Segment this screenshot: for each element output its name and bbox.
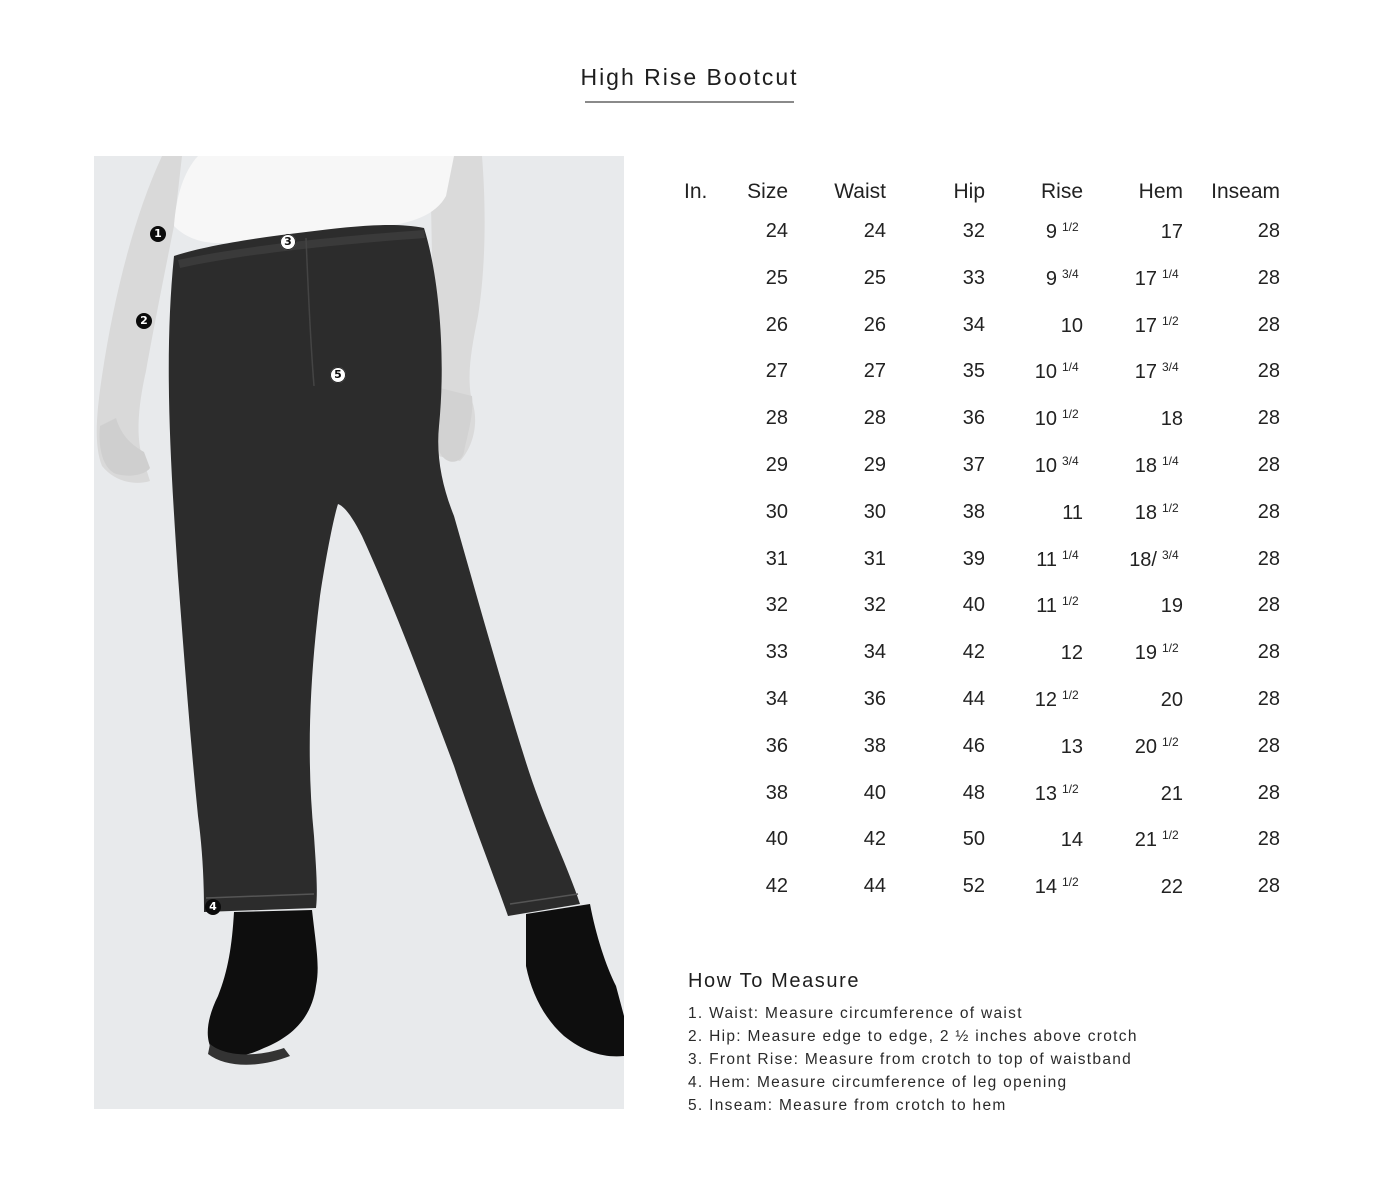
table-row	[684, 688, 1280, 735]
cell-hem-value: 17	[1160, 221, 1183, 243]
cell-hip-value: 34	[962, 313, 985, 336]
row-spacer	[684, 267, 724, 314]
cell-hem	[1083, 407, 1183, 454]
instruction-front-rise: 3. Front Rise: Measure from crotch to top of waistband	[688, 1051, 1133, 1068]
cell-size	[724, 407, 788, 454]
header-size: Size	[747, 180, 788, 203]
cell-hip	[886, 267, 985, 314]
cell-inseam	[1183, 407, 1280, 454]
cell-size	[724, 688, 788, 735]
table-row	[684, 782, 1280, 829]
header-inseam: Inseam	[1211, 180, 1280, 203]
cell-size-value: 32	[765, 594, 788, 617]
cell-rise	[985, 407, 1083, 454]
row-spacer	[684, 688, 724, 735]
row-spacer	[684, 454, 724, 501]
cell-size	[724, 875, 788, 922]
cell-waist-value: 29	[863, 453, 886, 476]
cell-size-value: 34	[765, 687, 788, 710]
cell-rise	[985, 548, 1083, 595]
cell-size-value: 27	[765, 360, 788, 383]
cell-rise-fraction: 3/4	[1062, 453, 1079, 468]
cell-inseam	[1183, 501, 1280, 548]
cell-hip-value: 39	[962, 547, 985, 570]
cell-hem-value: 21	[1134, 829, 1157, 852]
cell-hem-value: 20	[1134, 735, 1157, 758]
cell-inseam	[1183, 688, 1280, 735]
cell-inseam	[1183, 548, 1280, 595]
cell-hem	[1083, 220, 1183, 267]
cell-waist	[788, 501, 886, 548]
cell-inseam-value: 28	[1257, 313, 1280, 336]
cell-hem-fraction: 1/4	[1162, 453, 1179, 468]
table-row	[684, 454, 1280, 501]
cell-rise-value: 13	[1034, 782, 1057, 805]
cell-size	[724, 454, 788, 501]
cell-hem-value: 22	[1160, 876, 1183, 899]
cell-size-value: 26	[765, 313, 788, 336]
cell-hip-value: 38	[962, 500, 985, 523]
cell-inseam-value: 28	[1257, 547, 1280, 570]
table-row	[684, 641, 1280, 688]
cell-size	[724, 267, 788, 314]
cell-waist	[788, 454, 886, 501]
table-header-row	[684, 180, 1280, 220]
cell-size	[724, 735, 788, 782]
cell-inseam-value: 28	[1257, 407, 1280, 430]
cell-rise	[985, 501, 1083, 548]
cell-rise	[985, 641, 1083, 688]
cell-inseam-value: 28	[1257, 266, 1280, 289]
cell-waist-value: 32	[863, 594, 886, 617]
title-underline	[585, 101, 794, 103]
cell-rise	[985, 594, 1083, 641]
cell-size-value: 25	[765, 266, 788, 289]
cell-waist-value: 36	[863, 687, 886, 710]
cell-size	[724, 548, 788, 595]
table-row	[684, 501, 1280, 548]
cell-hip	[886, 782, 985, 829]
table-row	[684, 360, 1280, 407]
cell-hem-value: 18	[1134, 501, 1157, 524]
cell-hem-value: 18	[1160, 408, 1183, 431]
cell-hip-value: 46	[962, 734, 985, 757]
unit-label: In.	[684, 180, 708, 203]
row-spacer	[684, 501, 724, 548]
cell-hem	[1083, 641, 1183, 688]
cell-hem	[1083, 501, 1183, 548]
cell-inseam	[1183, 220, 1280, 267]
cell-hem-value: 19	[1160, 595, 1183, 618]
cell-hip	[886, 314, 985, 361]
cell-size-value: 38	[765, 781, 788, 804]
cell-rise	[985, 782, 1083, 829]
header-hip: Hip	[953, 180, 985, 203]
cell-hem-value: 17	[1134, 267, 1157, 290]
cell-size-value: 36	[765, 734, 788, 757]
instruction-inseam: 5. Inseam: Measure from crotch to hem	[688, 1097, 1007, 1114]
cell-hem-fraction: 1/2	[1162, 734, 1179, 749]
how-to-measure-list	[688, 1002, 1138, 1117]
table-row	[684, 828, 1280, 875]
cell-size	[724, 220, 788, 267]
cell-hem-value: 17	[1134, 361, 1157, 384]
instruction-waist: 1. Waist: Measure circumference of waist	[688, 1005, 1023, 1022]
cell-hip-value: 44	[962, 687, 985, 710]
cell-inseam	[1183, 360, 1280, 407]
cell-hem	[1083, 735, 1183, 782]
cell-hip	[886, 875, 985, 922]
cell-rise	[985, 875, 1083, 922]
cell-waist-value: 34	[863, 641, 886, 664]
cell-waist	[788, 267, 886, 314]
cell-inseam-value: 28	[1257, 220, 1280, 242]
cell-hem-value: 17	[1134, 314, 1157, 337]
cell-waist-value: 38	[863, 734, 886, 757]
cell-inseam	[1183, 267, 1280, 314]
cell-hem-value: 21	[1160, 782, 1183, 805]
cell-rise-value: 12	[1060, 642, 1083, 665]
measure-marker-1: 1	[150, 226, 166, 242]
cell-size-value: 42	[765, 875, 788, 898]
how-to-measure	[688, 970, 1138, 1117]
cell-waist-value: 28	[863, 407, 886, 430]
cell-hip	[886, 407, 985, 454]
cell-inseam-value: 28	[1257, 360, 1280, 383]
cell-hip	[886, 360, 985, 407]
cell-hem	[1083, 688, 1183, 735]
cell-hem	[1083, 548, 1183, 595]
table-row	[684, 267, 1280, 314]
cell-waist	[788, 688, 886, 735]
cell-size	[724, 360, 788, 407]
cell-size	[724, 594, 788, 641]
cell-inseam-value: 28	[1257, 781, 1280, 804]
measure-marker-4: 4	[205, 899, 221, 915]
cell-hip-value: 52	[962, 875, 985, 898]
cell-waist	[788, 594, 886, 641]
cell-inseam-value: 28	[1257, 687, 1280, 710]
cell-hem-fraction: 3/4	[1162, 547, 1179, 562]
measure-marker-5: 5	[330, 367, 346, 383]
row-spacer	[684, 782, 724, 829]
size-chart-table	[684, 180, 1280, 922]
cell-size-value: 30	[765, 500, 788, 523]
cell-rise	[985, 735, 1083, 782]
cell-waist	[788, 735, 886, 782]
cell-hem	[1083, 267, 1183, 314]
cell-waist	[788, 641, 886, 688]
cell-rise-value: 10	[1034, 408, 1057, 431]
cell-rise-value: 10	[1060, 314, 1083, 337]
cell-rise	[985, 267, 1083, 314]
cell-rise-fraction: 1/2	[1062, 220, 1079, 234]
table-row	[684, 220, 1280, 267]
cell-rise-value: 13	[1060, 735, 1083, 758]
cell-rise-value: 14	[1034, 876, 1057, 899]
cell-hem-value: 20	[1160, 688, 1183, 711]
cell-waist-value: 24	[863, 220, 886, 242]
row-spacer	[684, 735, 724, 782]
cell-size	[724, 641, 788, 688]
table-row	[684, 314, 1280, 361]
cell-rise	[985, 220, 1083, 267]
cell-rise-value: 9	[1045, 267, 1057, 290]
cell-hip-value: 33	[962, 266, 985, 289]
measure-marker-3: 3	[280, 234, 296, 250]
cell-size	[724, 828, 788, 875]
cell-inseam-value: 28	[1257, 500, 1280, 523]
cell-hem-fraction: 1/4	[1162, 266, 1179, 281]
cell-waist	[788, 782, 886, 829]
cell-size	[724, 314, 788, 361]
cell-waist	[788, 548, 886, 595]
cell-rise-value: 10	[1034, 454, 1057, 477]
cell-rise-value: 10	[1034, 361, 1057, 384]
header-waist: Waist	[834, 180, 886, 203]
cell-rise-fraction: 1/4	[1062, 547, 1079, 562]
cell-waist-value: 40	[863, 781, 886, 804]
cell-hip	[886, 641, 985, 688]
model-illustration	[94, 156, 624, 1109]
cell-hip-value: 36	[962, 407, 985, 430]
cell-inseam	[1183, 594, 1280, 641]
cell-hip	[886, 220, 985, 267]
table-row	[684, 735, 1280, 782]
page-title: High Rise Bootcut	[580, 64, 799, 90]
cell-inseam-value: 28	[1257, 453, 1280, 476]
cell-hip-value: 50	[962, 828, 985, 851]
row-spacer	[684, 314, 724, 361]
cell-rise-value: 11	[1036, 595, 1057, 618]
cell-size-value: 31	[765, 547, 788, 570]
cell-rise-fraction: 1/4	[1062, 360, 1079, 375]
cell-waist-value: 42	[863, 828, 886, 851]
cell-size-value: 28	[765, 407, 788, 430]
table-row	[684, 594, 1280, 641]
cell-inseam	[1183, 875, 1280, 922]
cell-rise-fraction: 1/2	[1062, 407, 1079, 422]
cell-waist	[788, 828, 886, 875]
row-spacer	[684, 594, 724, 641]
cell-waist-value: 27	[863, 360, 886, 383]
cell-rise-value: 9	[1045, 221, 1057, 243]
cell-hem	[1083, 875, 1183, 922]
cell-inseam	[1183, 828, 1280, 875]
cell-hip	[886, 828, 985, 875]
cell-hem	[1083, 454, 1183, 501]
cell-hip-value: 48	[962, 781, 985, 804]
cell-waist	[788, 314, 886, 361]
table-row	[684, 875, 1280, 922]
measure-marker-2: 2	[136, 313, 152, 329]
cell-waist	[788, 875, 886, 922]
header-hem: Hem	[1138, 180, 1183, 203]
cell-rise	[985, 688, 1083, 735]
cell-hem-value: 19	[1134, 642, 1157, 665]
cell-rise	[985, 454, 1083, 501]
cell-hem-fraction: 1/2	[1162, 828, 1179, 843]
how-to-measure-title: How To Measure	[688, 970, 861, 992]
header-rise: Rise	[1040, 180, 1083, 203]
cell-inseam	[1183, 735, 1280, 782]
cell-inseam-value: 28	[1257, 875, 1280, 898]
cell-hem	[1083, 594, 1183, 641]
cell-rise-fraction: 3/4	[1062, 266, 1079, 281]
cell-hem-fraction: 1/2	[1162, 313, 1179, 328]
cell-size-value: 40	[765, 828, 788, 851]
cell-hem-fraction: 1/2	[1162, 500, 1179, 515]
cell-hem-value: 18/	[1129, 548, 1157, 571]
cell-size-value: 33	[765, 641, 788, 664]
cell-rise-fraction: 1/2	[1062, 594, 1079, 609]
cell-rise	[985, 360, 1083, 407]
cell-inseam	[1183, 782, 1280, 829]
cell-hip-value: 40	[962, 594, 985, 617]
cell-hip	[886, 454, 985, 501]
row-spacer	[684, 875, 724, 922]
cell-inseam	[1183, 314, 1280, 361]
cell-waist	[788, 407, 886, 454]
cell-hem	[1083, 360, 1183, 407]
cell-hem	[1083, 828, 1183, 875]
row-spacer	[684, 828, 724, 875]
product-photo	[94, 156, 624, 1109]
cell-rise	[985, 828, 1083, 875]
cell-hip	[886, 688, 985, 735]
cell-rise-fraction: 1/2	[1062, 781, 1079, 796]
size-chart-body	[684, 220, 1280, 922]
cell-rise-value: 11	[1062, 501, 1083, 524]
cell-hip-value: 35	[962, 360, 985, 383]
cell-rise-value: 14	[1060, 829, 1083, 852]
cell-hip-value: 42	[962, 641, 985, 664]
row-spacer	[684, 360, 724, 407]
cell-inseam	[1183, 641, 1280, 688]
cell-waist-value: 44	[863, 875, 886, 898]
cell-hem-fraction: 1/2	[1162, 641, 1179, 656]
cell-hip	[886, 501, 985, 548]
row-spacer	[684, 220, 724, 267]
cell-inseam-value: 28	[1257, 594, 1280, 617]
cell-hip-value: 37	[962, 453, 985, 476]
table-row	[684, 407, 1280, 454]
row-spacer	[684, 641, 724, 688]
cell-hem-fraction: 3/4	[1162, 360, 1179, 375]
cell-inseam	[1183, 454, 1280, 501]
cell-rise-fraction: 1/2	[1062, 875, 1079, 890]
cell-hip	[886, 735, 985, 782]
cell-hem	[1083, 782, 1183, 829]
cell-hip	[886, 594, 985, 641]
instruction-hip: 2. Hip: Measure edge to edge, 2 ½ inches above crotch	[688, 1028, 1138, 1045]
cell-hip	[886, 548, 985, 595]
row-spacer	[684, 407, 724, 454]
cell-inseam-value: 28	[1257, 641, 1280, 664]
cell-waist-value: 25	[863, 266, 886, 289]
cell-waist-value: 26	[863, 313, 886, 336]
cell-waist-value: 30	[863, 500, 886, 523]
table-row	[684, 548, 1280, 595]
cell-size	[724, 782, 788, 829]
cell-rise	[985, 314, 1083, 361]
cell-size-value: 24	[765, 220, 788, 242]
row-spacer	[684, 548, 724, 595]
cell-hem-value: 18	[1134, 454, 1157, 477]
cell-inseam-value: 28	[1257, 734, 1280, 757]
cell-rise-value: 11	[1036, 548, 1057, 571]
cell-hem	[1083, 314, 1183, 361]
cell-size-value: 29	[765, 453, 788, 476]
cell-inseam-value: 28	[1257, 828, 1280, 851]
instruction-hem: 4. Hem: Measure circumference of leg opening	[688, 1074, 1068, 1091]
cell-size	[724, 501, 788, 548]
cell-waist	[788, 360, 886, 407]
cell-rise-value: 12	[1034, 688, 1057, 711]
cell-hip-value: 32	[962, 220, 985, 242]
cell-rise-fraction: 1/2	[1062, 687, 1079, 702]
cell-waist-value: 31	[863, 547, 886, 570]
cell-waist	[788, 220, 886, 267]
